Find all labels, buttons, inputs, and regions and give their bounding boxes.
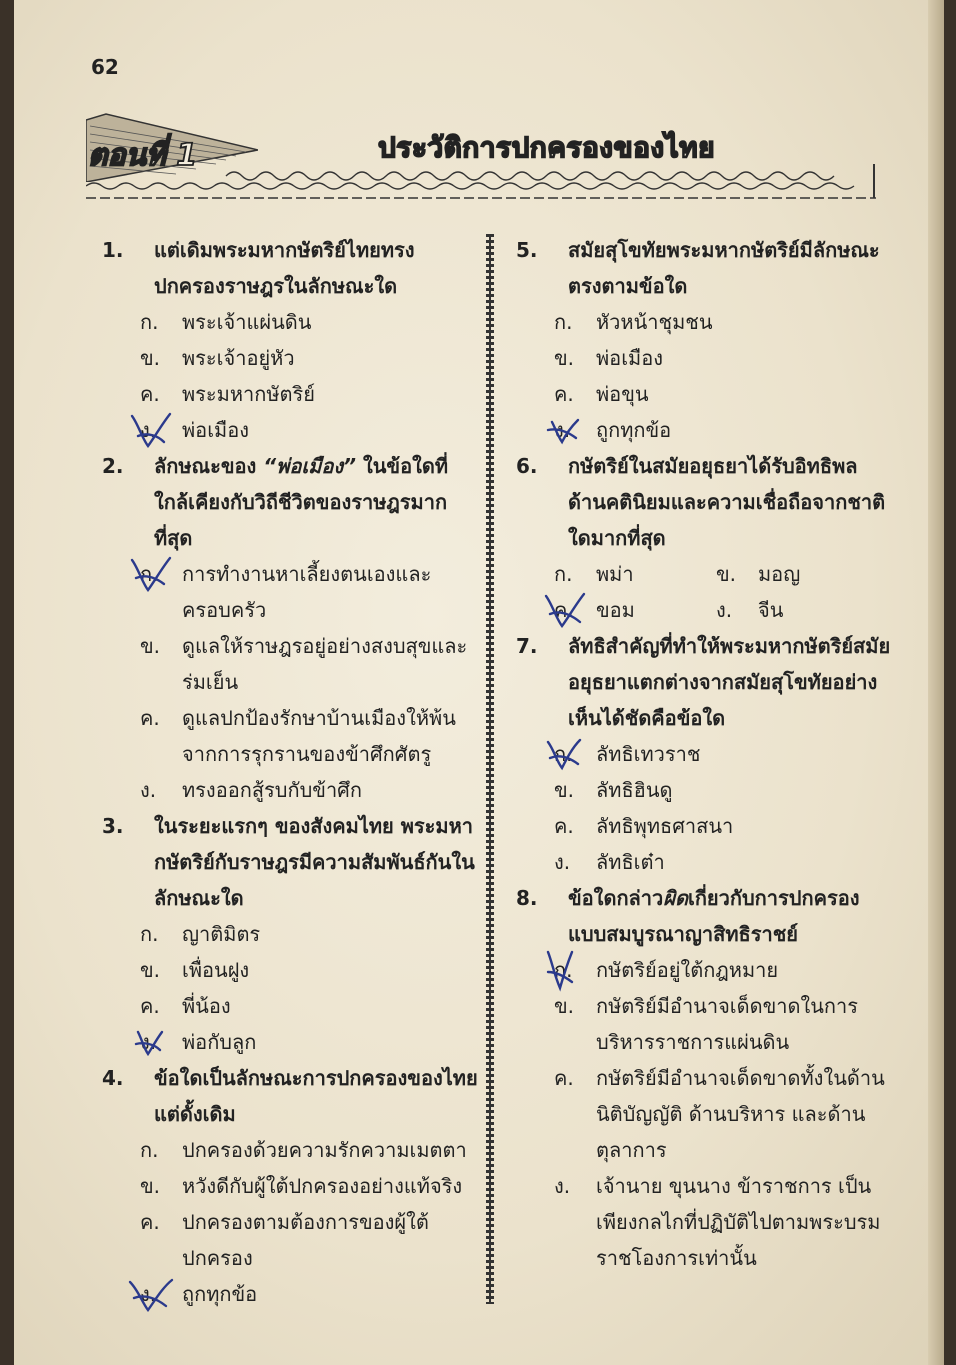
- question-8: [514, 880, 894, 952]
- column-divider: [486, 234, 494, 1304]
- option: ค. พ่อขุน: [554, 382, 649, 406]
- question-number: 6.: [516, 454, 538, 478]
- option: ก. การทำงานหาเลี้ยงตนเองและครอบครัว: [100, 556, 480, 628]
- option: ง. ถูกทุกข้อ: [100, 1276, 480, 1312]
- option: ก. ญาติมิตร: [140, 922, 261, 946]
- question-stem: ข้อใดกล่าวผิดเกี่ยวกับการปกครองแบบสมบูรณาญาสิทธิราชย์: [568, 886, 860, 946]
- pen-check-mark: [128, 554, 176, 596]
- question-5: [514, 232, 894, 304]
- option: ข. ลัทธิฮินดู: [554, 778, 673, 802]
- question-stem: ลัทธิสำคัญที่ทำให้พระมหากษัตริย์สมัยอยุธยาแตกต่างจากสมัยสุโขทัยอย่างเห็นได้ชัดคือข้อใด: [568, 634, 891, 730]
- pen-check-mark: [128, 410, 176, 452]
- option: ง. จีน: [716, 598, 784, 622]
- option: ก. ปกครองด้วยความรักความเมตตา: [140, 1138, 467, 1162]
- option: ง. ทรงออกสู้รบกับข้าศึก: [140, 778, 362, 802]
- pen-check-mark: [542, 590, 590, 632]
- option: ก. พม่า: [554, 562, 634, 586]
- question-number: 3.: [102, 814, 124, 838]
- question-number: 2.: [102, 454, 124, 478]
- question-7: [514, 628, 894, 736]
- question-4: [100, 1060, 480, 1132]
- question-stem: แต่เดิมพระมหากษัตริย์ไทยทรงปกครองราษฎรในลักษณะใด: [154, 238, 415, 298]
- question-3: [100, 808, 480, 916]
- page-edge: [928, 0, 944, 1365]
- page-title: ประวัติการปกครองของไทย: [378, 131, 716, 164]
- option: ก. กษัตริย์อยู่ใต้กฎหมาย: [514, 952, 894, 988]
- option: ง. พ่อกับลูก: [100, 1024, 480, 1060]
- question-stem: ลักษณะของ “พ่อเมือง” ในข้อใดที่ใกล้เคียงกับวิถีชีวิตของราษฎรมากที่สุด: [154, 454, 449, 550]
- pen-check-mark: [128, 1274, 176, 1316]
- pen-check-mark: [542, 734, 590, 776]
- question-number: 1.: [102, 238, 124, 262]
- question-stem: สมัยสุโขทัยพระมหากษัตริย์มีลักษณะตรงตามข้อใด: [568, 238, 880, 298]
- question-1: [100, 232, 480, 304]
- pen-check-mark: [542, 410, 590, 452]
- question-stem: ในระยะแรกๆ ของสังคมไทย พระมหากษัตริย์กับราษฎรมีความสัมพันธ์กันในลักษณะใด: [154, 814, 475, 910]
- option: ข. พระเจ้าอยู่หัว: [140, 346, 295, 370]
- option-row: [514, 592, 894, 628]
- page-number: 62: [91, 55, 119, 79]
- option: ค. ดูแลปกป้องรักษาบ้านเมืองให้พ้นจากการรุกรานของข้าศึกศัตรู: [140, 706, 456, 766]
- option: ก. พระเจ้าแผ่นดิน: [140, 310, 312, 334]
- option: ง. พ่อเมือง: [100, 412, 480, 448]
- option: ค. พี่น้อง: [140, 994, 231, 1018]
- option: ค. กษัตริย์มีอำนาจเด็ดขาดทั้งในด้านนิติบัญญัติ ด้านบริหาร และด้านตุลาการ: [554, 1066, 885, 1162]
- option: ข. พ่อเมือง: [554, 346, 663, 370]
- left-column: [100, 232, 480, 1312]
- option: ค. ปกครองตามต้องการของผู้ใต้ปกครอง: [140, 1210, 429, 1270]
- option: ค. พระมหากษัตริย์: [140, 382, 316, 406]
- option: ข. มอญ: [716, 562, 801, 586]
- question-number: 7.: [516, 634, 538, 658]
- right-column: [514, 232, 894, 1276]
- pen-check-mark: [542, 950, 590, 992]
- option: ง. ถูกทุกข้อ: [514, 412, 894, 448]
- option: ก. ลัทธิเทวราช: [514, 736, 894, 772]
- decorative-border: [86, 164, 876, 204]
- question-6: [514, 448, 894, 556]
- option: ค. ลัทธิพุทธศาสนา: [554, 814, 734, 838]
- book-page: [14, 0, 944, 1365]
- option: ข. หวังดีกับผู้ใต้ปกครองอย่างแท้จริง: [140, 1174, 463, 1198]
- option-row: [514, 556, 894, 592]
- question-stem: ข้อใดเป็นลักษณะการปกครองของไทยแต่ดั้งเดิม: [154, 1066, 478, 1126]
- option: ข. ดูแลให้ราษฎรอยู่อย่างสงบสุขและร่มเย็น: [140, 634, 468, 694]
- option: ง. เจ้านาย ขุนนาง ข้าราชการ เป็นเพียงกลไกที่ปฏิบัติไปตามพระบรมราชโองการเท่านั้น: [554, 1174, 881, 1270]
- option: ข. กษัตริย์มีอำนาจเด็ดขาดในการบริหารราชการแผ่นดิน: [554, 994, 859, 1054]
- question-number: 5.: [516, 238, 538, 262]
- option: ค. ขอม: [554, 598, 635, 622]
- question-2: [100, 448, 480, 556]
- option: ข. เพื่อนฝูง: [140, 958, 250, 982]
- question-stem: กษัตริย์ในสมัยอยุธยาได้รับอิทธิพลด้านคตินิยมและความเชื่อถือจากชาติใดมากที่สุด: [568, 454, 886, 550]
- question-number: 8.: [516, 886, 538, 910]
- option: ก. หัวหน้าชุมชน: [554, 310, 713, 334]
- section-label: ตอนที่ 1: [88, 138, 198, 173]
- pen-check-mark: [128, 1022, 176, 1064]
- question-number: 4.: [102, 1066, 124, 1090]
- option: ง. ลัทธิเต๋า: [554, 850, 665, 874]
